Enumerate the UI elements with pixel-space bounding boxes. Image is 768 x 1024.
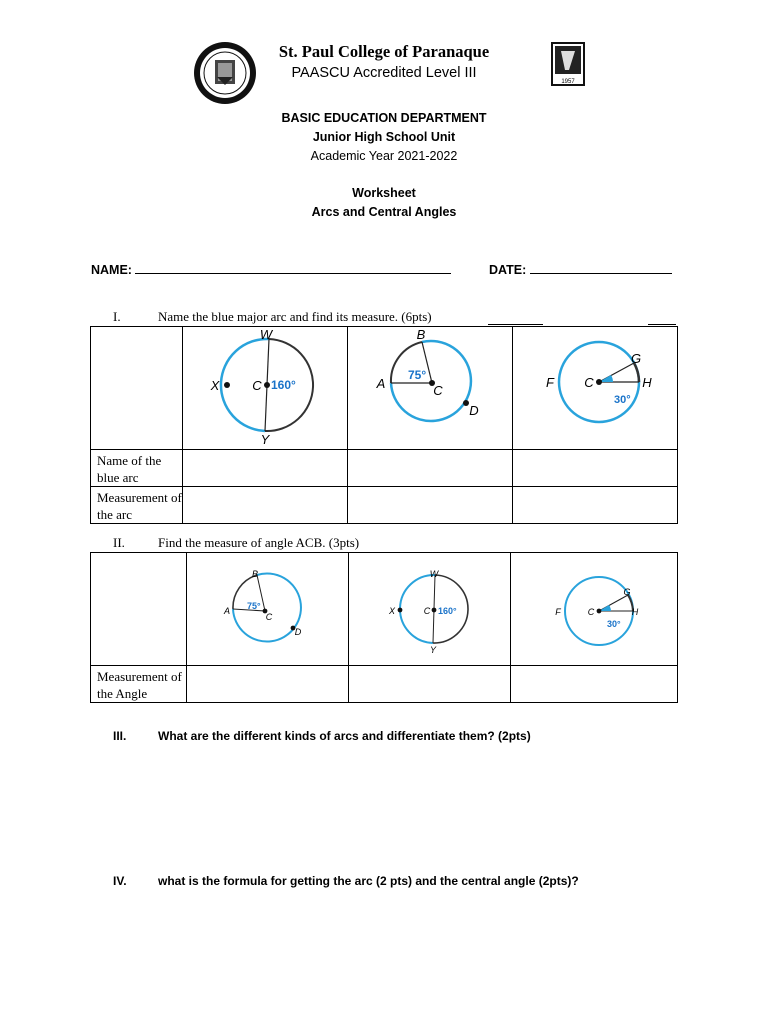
angle-75: 75°: [247, 601, 261, 611]
label-c: C: [587, 607, 595, 617]
unit-title: Junior High School Unit: [312, 130, 456, 144]
angle-30: 30°: [607, 619, 621, 629]
label-w: W: [429, 569, 439, 579]
department-title: BASIC EDUCATION DEPARTMENT: [281, 111, 487, 125]
section1-number: I.: [113, 309, 121, 324]
section1-rule-2: [648, 324, 676, 325]
section1-instruction: Name the blue major arc and find its measure. (6pts): [158, 309, 432, 324]
angle-75: 75°: [408, 368, 427, 382]
circle-figure-ab-small: [187, 553, 348, 661]
section3-number: III.: [113, 729, 127, 743]
section2-instruction: Find the measure of angle ACB. (3pts): [158, 535, 360, 550]
answer-cell[interactable]: [349, 666, 511, 703]
label-c: C: [252, 378, 262, 393]
section4-question: what is the formula for getting the arc (2 pts) and the central angle (2pts)?: [158, 874, 579, 888]
label-c: C: [423, 606, 431, 616]
label-x: X: [388, 606, 396, 616]
row-label-arc-measure: Measurement of the arc: [91, 487, 183, 524]
angle-30: 30°: [614, 394, 631, 406]
row-label-arc-name: Name of the blue arc: [91, 450, 183, 487]
label-y: Y: [260, 432, 270, 445]
section2-table: [90, 552, 678, 703]
section3-question: What are the different kinds of arcs and differentiate them? (2pts): [158, 729, 531, 743]
name-field[interactable]: [91, 261, 451, 277]
label-f: F: [555, 607, 561, 617]
label-g: G: [623, 587, 631, 597]
circle-figure-wy-small: [349, 553, 510, 661]
answer-cell[interactable]: [183, 487, 348, 524]
label-f: F: [546, 375, 554, 390]
answer-cell[interactable]: [183, 450, 348, 487]
label-c: C: [265, 612, 273, 622]
label-d: D: [469, 403, 479, 418]
circle-figure-gh-small: [511, 553, 677, 661]
label-h: H: [642, 375, 652, 390]
angle-160: 160°: [271, 378, 296, 392]
circle-figure-gh: [513, 327, 677, 445]
section1-rule: [488, 324, 543, 325]
figure-cell-wy: [349, 553, 511, 666]
label-y: Y: [429, 645, 437, 655]
answer-cell[interactable]: [187, 666, 349, 703]
name-blank[interactable]: [135, 261, 451, 274]
date-field[interactable]: [489, 261, 672, 277]
label-a: A: [376, 376, 386, 391]
date-label: DATE:: [489, 263, 527, 277]
figure-cell-gh: [513, 327, 678, 450]
label-a: A: [223, 606, 231, 616]
label-x: X: [210, 378, 220, 393]
school-name: St. Paul College of Paranaque: [278, 42, 490, 61]
section1-table: [90, 326, 678, 524]
label-c: C: [433, 383, 443, 398]
blank-cell: [91, 553, 187, 666]
svg-text:1957: 1957: [561, 79, 575, 85]
answer-cell[interactable]: [348, 487, 513, 524]
name-label: NAME:: [91, 263, 132, 277]
label-g: G: [630, 351, 642, 366]
academic-year: Academic Year 2021-2022: [310, 149, 458, 163]
circle-figure-ab: [348, 327, 512, 445]
worksheet-subtitle: Arcs and Central Angles: [311, 205, 457, 219]
date-blank[interactable]: [530, 261, 672, 274]
label-c: C: [584, 375, 594, 390]
label-b: B: [416, 327, 426, 342]
blank-cell: [91, 327, 183, 450]
accreditation-text: PAASCU Accredited Level III: [291, 65, 477, 81]
answer-cell[interactable]: [513, 487, 678, 524]
answer-cell[interactable]: [511, 666, 678, 703]
section4-number: IV.: [113, 874, 127, 888]
figure-cell-gh: [511, 553, 678, 666]
answer-cell[interactable]: [513, 450, 678, 487]
figure-cell-ab: [348, 327, 513, 450]
figure-cell-wy: [183, 327, 348, 450]
label-d: D: [294, 627, 302, 637]
answer-cell[interactable]: [348, 450, 513, 487]
label-b: B: [251, 569, 259, 579]
label-w: W: [259, 327, 273, 342]
figure-cell-ab: [187, 553, 349, 666]
circle-figure-wy: [183, 327, 347, 445]
worksheet-title: Worksheet: [352, 186, 416, 200]
row-label-angle-measure: Measurement of the Angle: [91, 666, 187, 703]
section2-number: II.: [113, 535, 125, 550]
angle-160: 160°: [438, 606, 457, 616]
label-h: H: [631, 607, 639, 617]
